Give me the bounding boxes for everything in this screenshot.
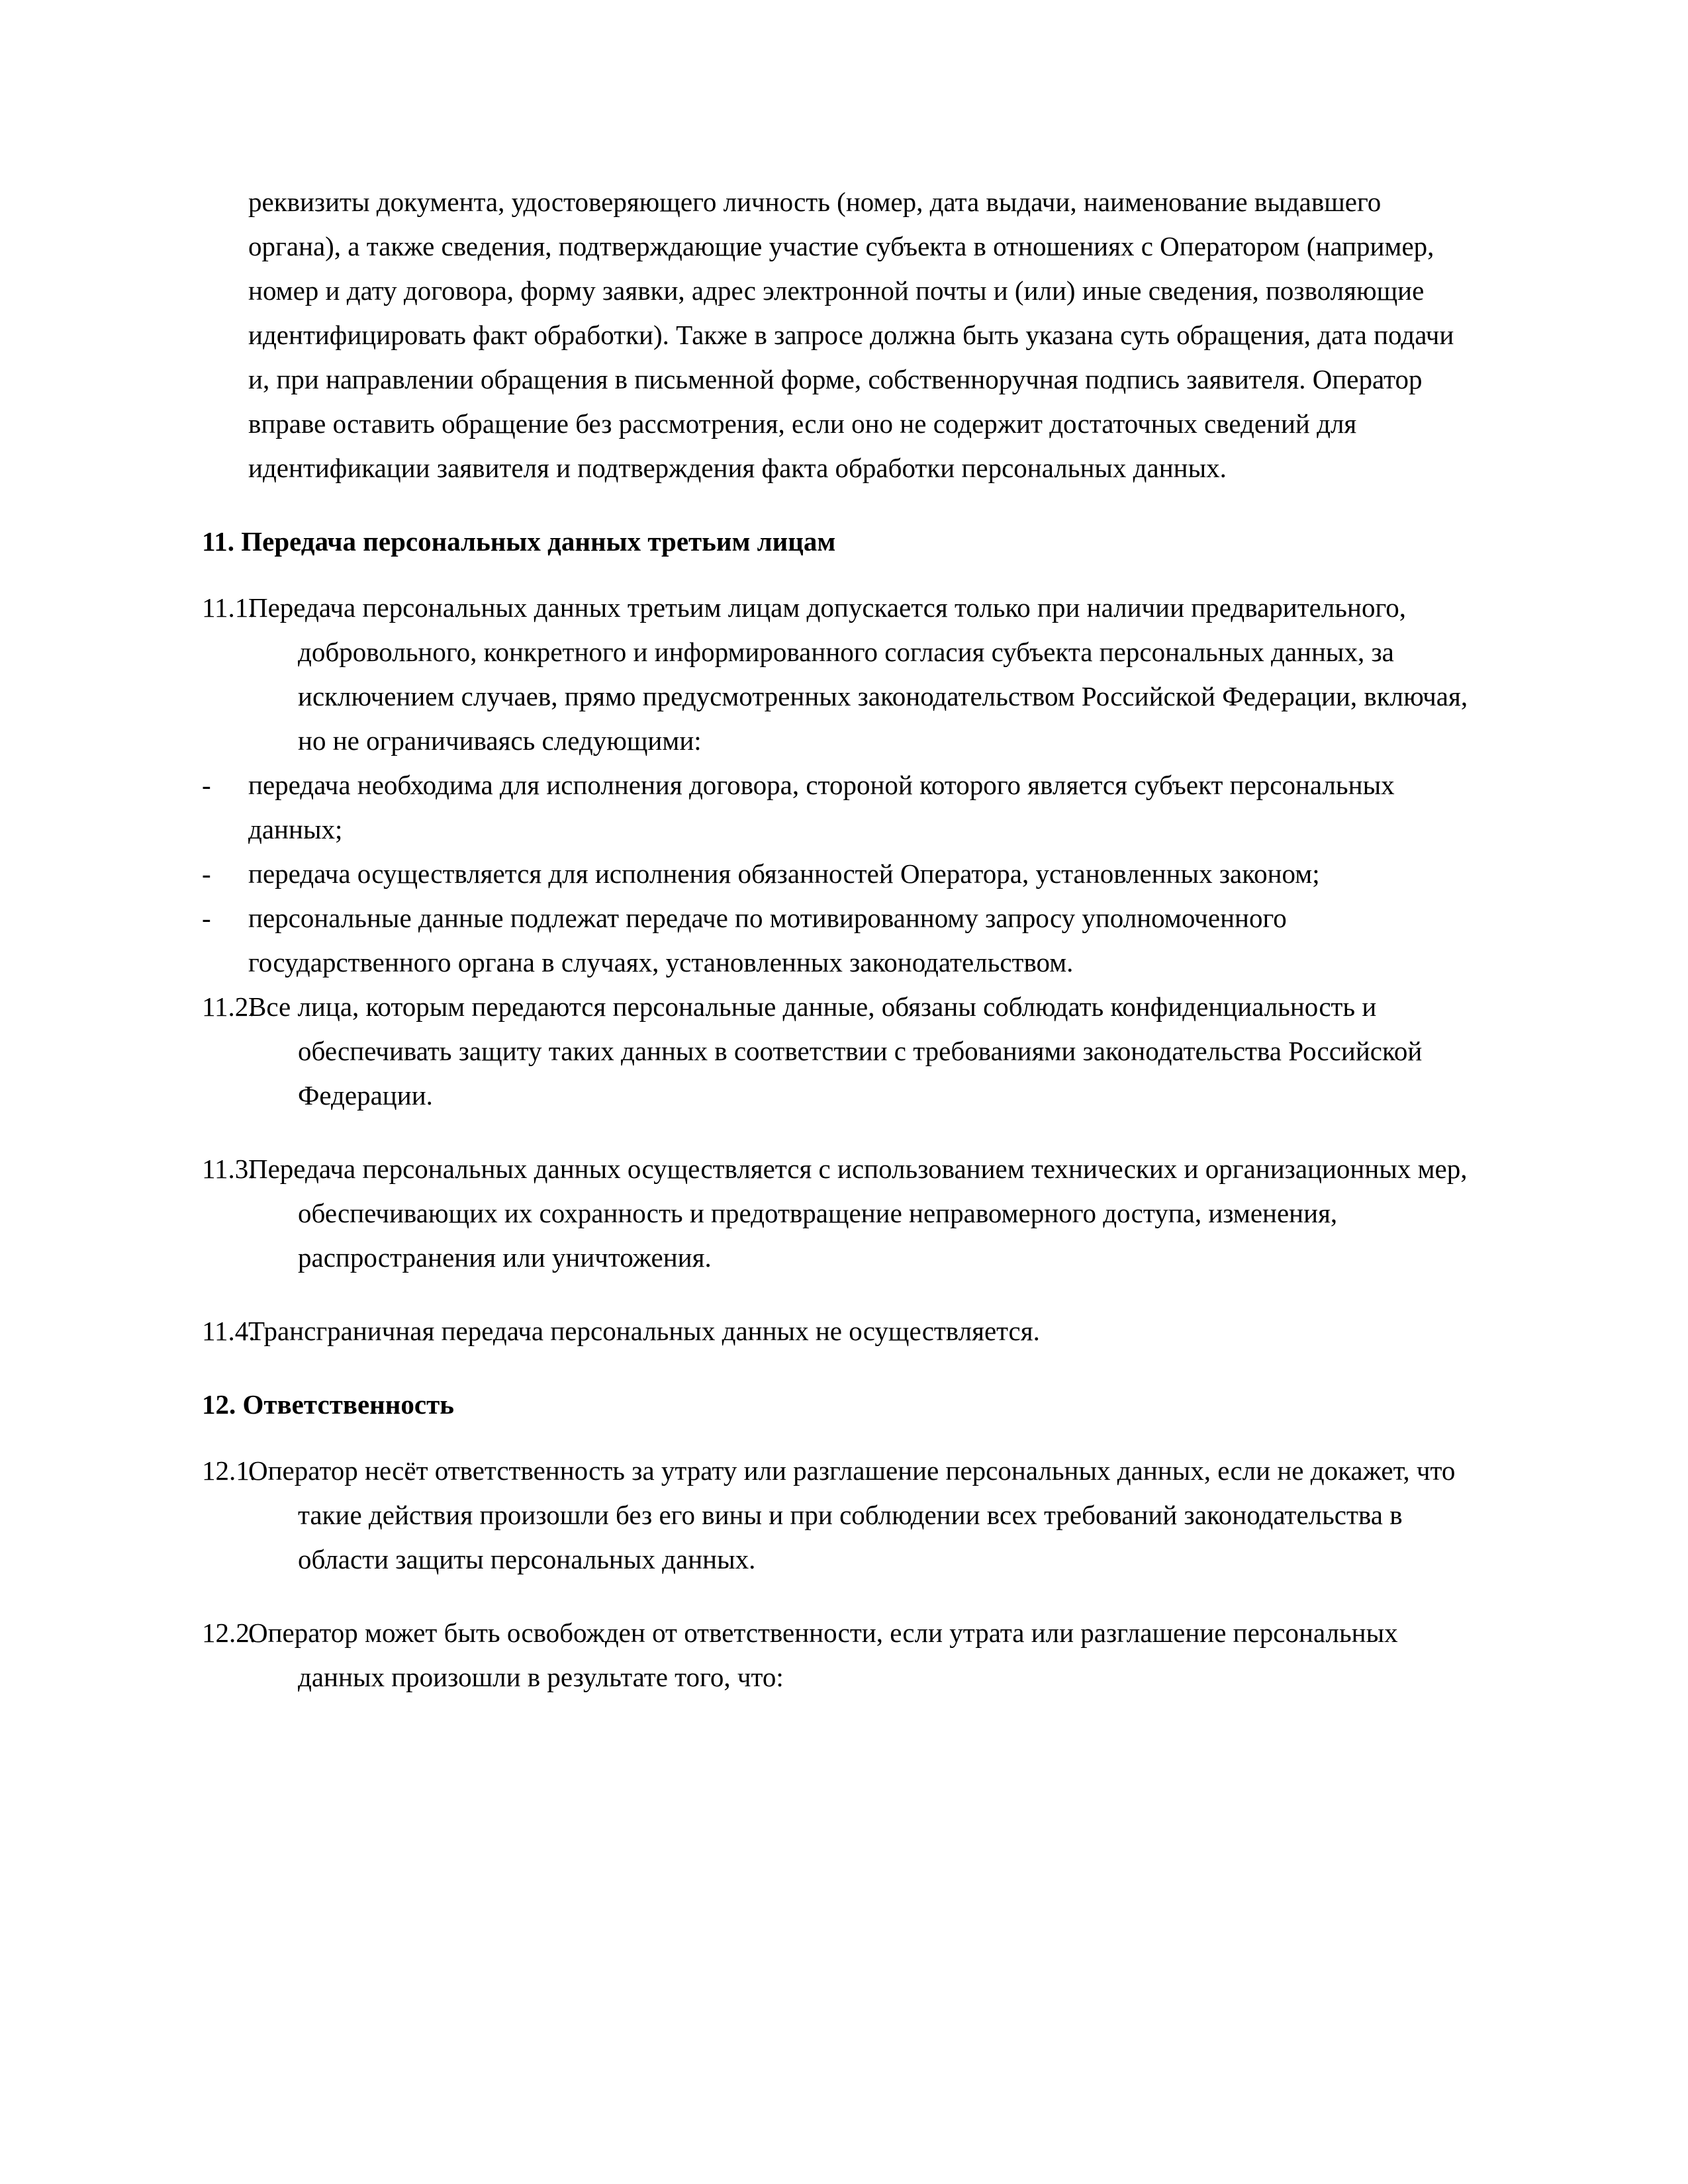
spacer bbox=[202, 1427, 1479, 1449]
clause-11-1 bbox=[202, 586, 1479, 763]
spacer bbox=[202, 564, 1479, 586]
section-heading-11: 11. Передача персональных данных третьим лицам bbox=[202, 526, 836, 557]
dash-bullet-icon: - bbox=[202, 858, 211, 889]
clause-text: Оператор может быть освобожден от ответственности, если утрата или разглашение персональных данных произошли в результате того, что: bbox=[248, 1617, 1398, 1692]
clause-number: 12.1. bbox=[202, 1455, 256, 1486]
bullet-text: персональные данные подлежат передаче по мотивированному запросу уполномоченного государственного органа в случаях, установленных законодательством. bbox=[248, 903, 1287, 978]
spacer bbox=[202, 1353, 1479, 1383]
dash-bullet-icon: - bbox=[202, 903, 211, 933]
clause-number: 11.3. bbox=[202, 1154, 256, 1184]
spacer bbox=[202, 490, 1479, 520]
intro-paragraph: реквизиты документа, удостоверяющего личность (номер, дата выдачи, наименование выдавшего органа), а также сведения, подтверждающие участие субъекта в отношениях с Оператором (например, номер и дату договора, форму заявки, адрес электронной почты и (или) иные сведения, позволяющие идентифицировать факт обработки). Также в запросе должна быть указана суть обращения, дата подачи и, при направлении обращения в письменной форме, собственноручная подпись заявителя. Оператор вправе оставить обращение без рассмотрения, если оно не содержит достаточных сведений для идентификации заявителя и подтверждения факта обработки персональных данных. bbox=[248, 187, 1454, 483]
spacer bbox=[202, 1280, 1479, 1309]
bullet-item-2 bbox=[202, 852, 1479, 896]
clause-text: Трансграничная передача персональных данных не осуществляется. bbox=[248, 1316, 1040, 1346]
clause-11-2 bbox=[202, 985, 1479, 1118]
clause-12-2 bbox=[202, 1611, 1479, 1700]
clause-number: 11.1. bbox=[202, 592, 256, 623]
bullet-item-1 bbox=[202, 763, 1479, 852]
clause-11-4 bbox=[202, 1309, 1479, 1353]
dash-bullet-icon: - bbox=[202, 770, 211, 800]
clause-text: Передача персональных данных осуществляется с использованием технических и организационных мер, обеспечивающих их сохранность и предотвращение неправомерного доступа, изменения, распространения или уничтожения. bbox=[248, 1154, 1468, 1273]
clause-number: 11.2. bbox=[202, 991, 256, 1022]
bullet-item-3 bbox=[202, 896, 1479, 985]
spacer bbox=[202, 1582, 1479, 1611]
clause-number: 11.4. bbox=[202, 1316, 256, 1346]
clause-text: Все лица, которым передаются персональные данные, обязаны соблюдать конфиденциальность и обеспечивать защиту таких данных в соответствии с требованиями законодательства Российской Федерации. bbox=[248, 991, 1423, 1111]
clause-12-1 bbox=[202, 1449, 1479, 1582]
clause-11-3 bbox=[202, 1147, 1479, 1280]
clause-text: Передача персональных данных третьим лицам допускается только при наличии предварительного, добровольного, конкретного и информированного согласия субъекта персональных данных, за исключением случаев, прямо предусмотренных законодательством Российской Федерации, включая, но не ограничиваясь следующими: bbox=[248, 592, 1468, 756]
spacer bbox=[202, 1118, 1479, 1147]
bullet-text: передача необходима для исполнения договора, стороной которого является субъект персональных данных; bbox=[248, 770, 1395, 844]
page-content bbox=[202, 180, 1479, 1700]
section-heading-12: 12. Ответственность bbox=[202, 1389, 454, 1420]
clause-number: 12.2. bbox=[202, 1617, 256, 1648]
bullet-text: передача осуществляется для исполнения обязанностей Оператора, установленных законом; bbox=[248, 858, 1320, 889]
clause-text: Оператор несёт ответственность за утрату или разглашение персональных данных, если не докажет, что такие действия произошли без его вины и при соблюдении всех требований законодательства в области защиты персональных данных. bbox=[248, 1455, 1456, 1574]
